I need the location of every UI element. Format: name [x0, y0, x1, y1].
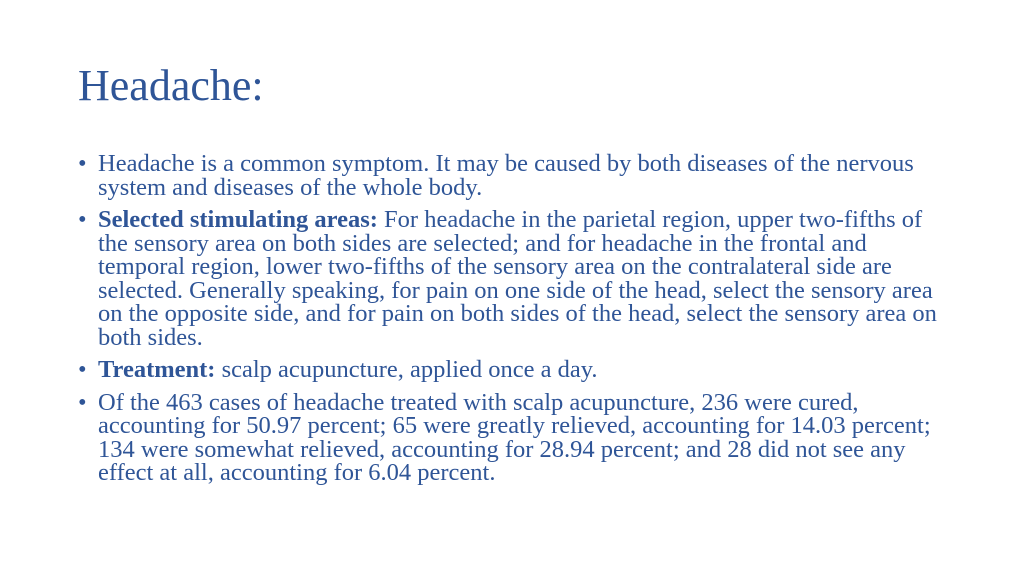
bullet-dot-icon: • [78, 356, 87, 383]
bullet-item [78, 208, 958, 349]
bullet-text: Headache is a common symptom. It may be caused by both diseases of the nervous system and diseases of the whole body. [98, 150, 914, 201]
slide-title: Headache: [78, 61, 264, 110]
bullet-item [78, 388, 958, 486]
bullet-item [78, 152, 958, 199]
bullet-lead: Selected stimulating areas: [98, 206, 378, 233]
bullet-text: Of the 463 cases of headache treated with scalp acupuncture, 236 were cured, accounting for 50.97 percent; 65 were greatly relieved, accounting for 14.03 percent; 134 were somewhat relieved, accounting for 28.94 percent; and 28 did not see any effect at all, accounting for 6.04 percent. [98, 388, 931, 486]
bullet-dot-icon: • [78, 150, 87, 177]
bullet-text: For headache in the parietal region, upper two-fifths of the sensory area on both sides are selected; and for headache in the frontal and temporal region, lower two-fifths of the sensory area on the contralateral side are selected. Generally speaking, for pain on one side of the head, select the sensory area on the opposite side, and for pain on both sides of the head, select the sensory area on both sides. [98, 206, 937, 351]
bullet-dot-icon: • [78, 206, 87, 233]
bullet-lead: Treatment: [98, 356, 216, 383]
bullet-list [78, 152, 958, 494]
bullet-text: scalp acupuncture, applied once a day. [215, 356, 598, 383]
bullet-item [78, 358, 958, 382]
bullet-dot-icon: • [78, 388, 87, 416]
